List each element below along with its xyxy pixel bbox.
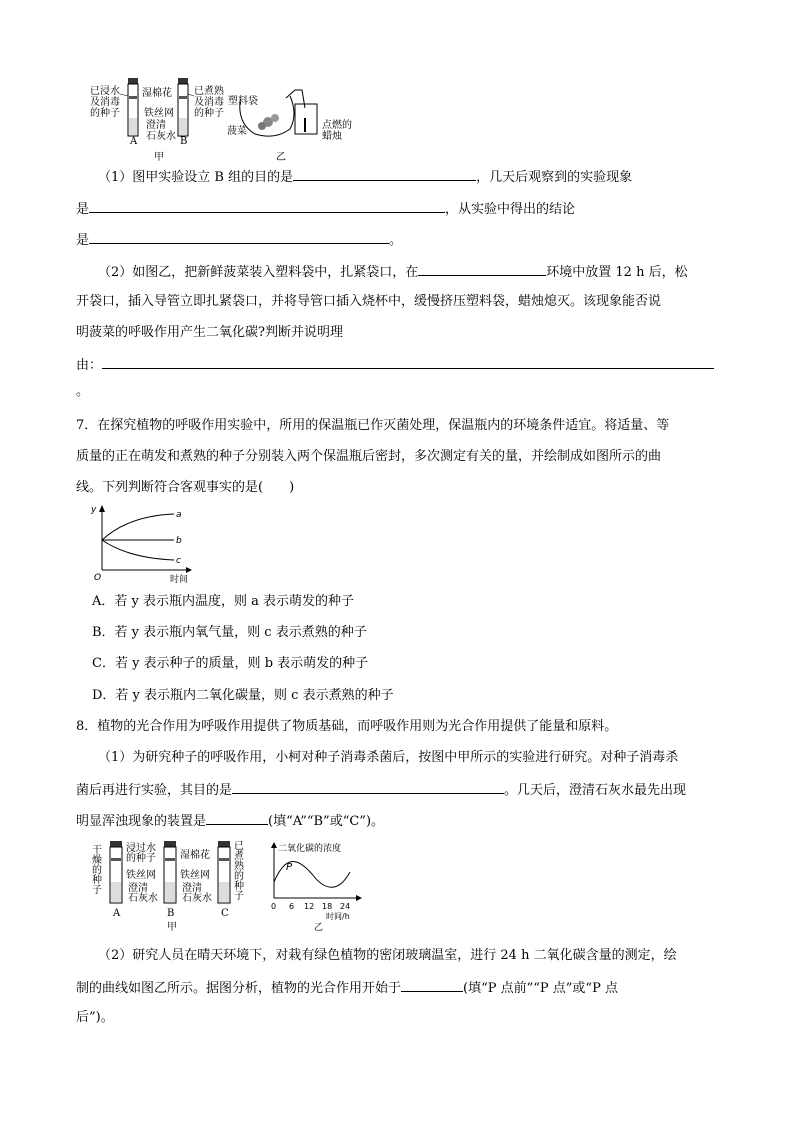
answer-blank[interactable]	[89, 198, 445, 213]
q6-part2-line4: 由：	[76, 354, 714, 376]
answer-blank[interactable]	[206, 810, 268, 825]
answer-blank[interactable]	[89, 229, 389, 244]
q7-graph	[88, 502, 198, 584]
q8-part2-line3: 后”)。	[76, 1010, 114, 1025]
answer-blank[interactable]	[401, 977, 463, 992]
tick-18: 18	[322, 902, 333, 911]
x-axis-label: 时间/h	[326, 912, 350, 921]
origin-label: O	[94, 573, 102, 583]
test-tube-a	[128, 78, 138, 136]
test-tube-b	[178, 78, 188, 136]
curve-a	[102, 514, 174, 540]
q8-cooked-seeds-label: 已 煮 熟 的 种 子	[234, 841, 244, 902]
q8-mesh-label: 铁丝网	[126, 870, 156, 881]
q6-part2-line5: 。	[76, 384, 90, 399]
q6-part2-line2: 开袋口，插入导管立即扎紧袋口，并将导管口插入烧杯中，缓慢挤压塑料袋，蜡烛熄灭。该现象能否说	[76, 294, 662, 309]
answer-blank[interactable]	[293, 166, 476, 181]
q8-jia-caption: 甲	[167, 922, 177, 933]
yi-caption: 乙	[314, 923, 324, 932]
q8-soaked-seeds-label: 浸过水 的种子	[126, 843, 156, 864]
jia-cotton-label: 湿棉花	[142, 88, 172, 99]
q8-part2-line2: 制的曲线如图乙所示。据图分析，植物的光合作用开始于 (填“P 点前”“P 点”或“P 点	[76, 977, 618, 999]
q7-option-d[interactable]: D．若 y 表示瓶内二氧化碳量，则 c 表示煮熟的种子	[92, 688, 394, 703]
q8-part1-line2: 菌后再进行实验，其目的是 。几天后，澄清石灰水最先出现	[76, 779, 686, 801]
y-axis-label: y	[91, 505, 97, 515]
jia-lime-label: 澄清 石灰水	[146, 120, 176, 142]
tube-a	[110, 841, 122, 903]
figure-top	[90, 74, 360, 164]
tick-24: 24	[340, 902, 351, 911]
q8-part1-line1: （1）为研究种子的呼吸作用，小柯对种子消毒杀菌后，按图中甲所示的实验进行研究。对种子消毒杀	[98, 750, 679, 765]
q7-option-b[interactable]: B．若 y 表示瓶内氧气量，则 c 表示煮熟的种子	[92, 625, 367, 640]
jia-right-label: 已煮熟 及消毒 的种子	[194, 86, 224, 119]
q6-part2-line1: （2）如图乙，把新鲜菠菜装入塑料袋中，扎紧袋口，在 环境中放置 12 h 后，松	[98, 261, 688, 283]
jia-tube-b-label: B	[180, 136, 188, 147]
tick-6: 6	[289, 902, 295, 911]
answer-blank[interactable]	[418, 261, 546, 276]
jia-left-label: 已浸水 及消毒 的种子	[90, 86, 120, 119]
q8-mesh-label-2: 铁丝网	[180, 870, 210, 881]
q7-line3: 线。下列判断符合客观事实的是( )	[76, 480, 295, 495]
tube-c	[218, 841, 230, 903]
point-p-label: P	[286, 862, 293, 873]
jia-tube-a-label: A	[130, 136, 138, 147]
answer-blank[interactable]	[232, 779, 504, 794]
jia-mesh-label: 铁丝网	[144, 108, 174, 119]
curve-c	[102, 540, 174, 560]
yi-caption: 乙	[276, 152, 286, 163]
q8-tube-b-label: B	[167, 908, 175, 919]
curve-a-label: a	[176, 510, 182, 520]
q6-part1-line1: （1）图甲实验设立 B 组的目的是 ，几天后观察到的实验现象	[98, 166, 632, 188]
curve-b-label: b	[176, 536, 182, 546]
q8-lime-label-1: 澄清 石灰水	[128, 883, 158, 904]
curve-c-label: c	[176, 556, 181, 566]
yi-bag-label: 塑料袋	[228, 96, 258, 107]
q6-part2-line3: 明菠菜的呼吸作用产生二氧化碳?判断并说明理	[76, 325, 343, 340]
q8-part1-line3: 明显浑浊现象的装置是 (填“A”“B”或“C”)。	[76, 810, 384, 832]
q8-part2-line1: （2）研究人员在晴天环境下，对栽有绿色植物的密闭玻璃温室，进行 24 h 二氧化碳含量的测定，绘	[98, 948, 677, 963]
q8-figure-yi	[264, 840, 374, 932]
q7-line1: 7．在探究植物的呼吸作用实验中，所用的保温瓶已作灭菌处理，保温瓶内的环境条件适宜。将适量、等	[76, 418, 670, 433]
q7-option-a[interactable]: A．若 y 表示瓶内温度，则 a 表示萌发的种子	[92, 594, 355, 609]
q6-part1-line3: 是 。	[76, 229, 402, 251]
q8-cotton-label: 湿棉花	[180, 850, 210, 861]
q7-option-c[interactable]: C．若 y 表示种子的质量，则 b 表示萌发的种子	[92, 656, 369, 671]
yi-candle-label: 点燃的 蜡烛	[322, 120, 352, 142]
q6-part1-line2: 是 ，从实验中得出的结论	[76, 198, 575, 220]
q8-tube-a-label: A	[113, 908, 121, 919]
yi-spinach-label: 菠菜	[227, 126, 247, 137]
q8-lime-label-2: 澄清 石灰水	[182, 883, 212, 904]
jia-caption: 甲	[154, 152, 164, 163]
q8-tube-c-label: C	[221, 908, 229, 919]
x-axis-label: 时间	[170, 575, 189, 584]
tube-b	[164, 841, 176, 903]
answer-blank[interactable]	[102, 354, 714, 369]
tick-0: 0	[271, 902, 277, 911]
q7-line2: 质量的正在萌发和煮熟的种子分别装入两个保温瓶后密封，多次测定有关的量，并绘制成如图所示的曲	[76, 449, 662, 464]
q8-dry-seeds-label: 干 燥 的 种 子	[92, 845, 102, 896]
q8-line1: 8．植物的光合作用为呼吸作用提供了物质基础，而呼吸作用则为光合作用提供了能量和原料。	[76, 719, 618, 734]
graph-title: 二氧化碳的浓度	[278, 844, 342, 854]
tick-12: 12	[304, 902, 315, 911]
